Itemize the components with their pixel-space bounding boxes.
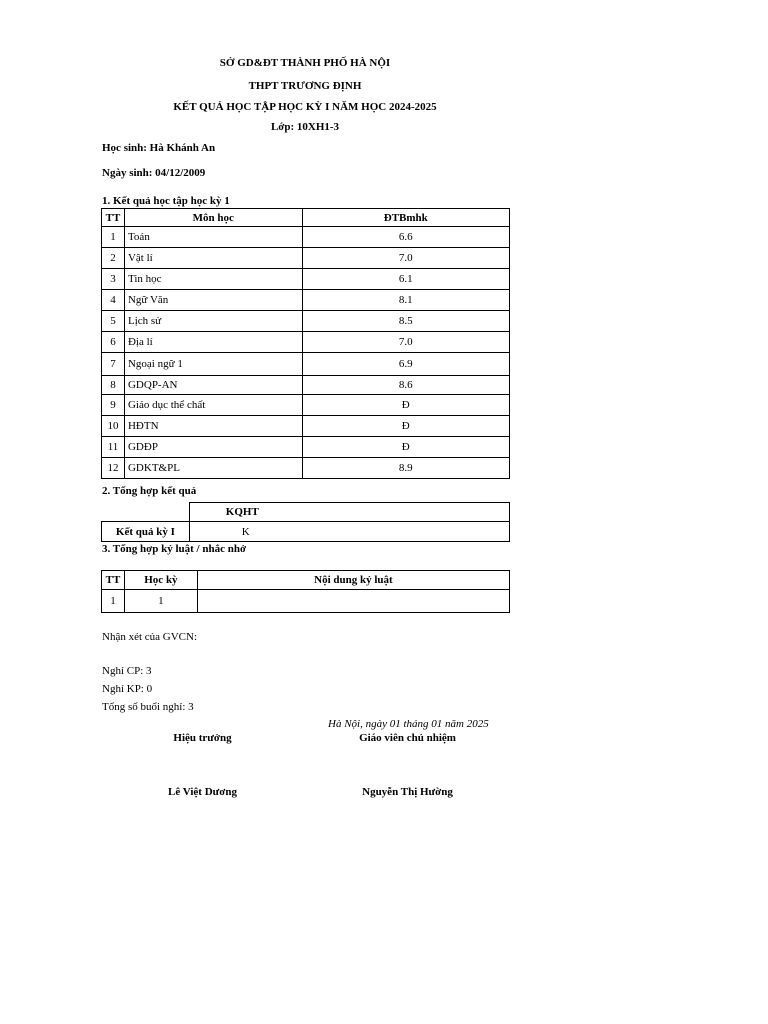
grade-score: 8.5 xyxy=(302,311,509,332)
header-line-4: Lớp: 10XH1-3 xyxy=(270,121,340,133)
grade-tt: 5 xyxy=(102,311,125,332)
grade-score: 6.1 xyxy=(302,269,509,290)
grade-tt: 2 xyxy=(102,248,125,269)
gvcn-remark: Nhận xét của GVCN: xyxy=(102,631,198,643)
discipline-header-term: Học kỳ xyxy=(124,571,197,590)
discipline-row-tt: 1 xyxy=(102,590,125,613)
grade-subject: GDKT&PL xyxy=(124,458,302,479)
grade-subject: Địa lí xyxy=(124,332,302,353)
discipline-table xyxy=(101,570,510,613)
discipline-row-content xyxy=(197,590,509,613)
grade-subject: GDQP-AN xyxy=(124,376,302,395)
section1-title: 1. Kết quả học tập học kỳ 1 xyxy=(102,195,230,207)
grade-tt: 1 xyxy=(102,227,125,248)
grade-tt: 11 xyxy=(102,437,125,458)
student-name: Học sinh: Hà Khánh An xyxy=(102,142,216,154)
tong-so-buoi-nghi: Tổng số buổi nghỉ: 3 xyxy=(102,701,194,713)
grades-header-tt: TT xyxy=(102,209,125,227)
grades-header-row xyxy=(102,209,510,227)
grade-score: Đ xyxy=(302,437,509,458)
grade-tt: 6 xyxy=(102,332,125,353)
grade-tt: 8 xyxy=(102,376,125,395)
principal-title: Hiệu trưởng xyxy=(173,732,232,744)
nghi-cp: Nghỉ CP: 3 xyxy=(102,665,152,677)
summary-header-kqht: KQHT xyxy=(189,503,509,522)
table-row xyxy=(102,416,510,437)
grade-subject: Vật lí xyxy=(124,248,302,269)
grade-tt: 7 xyxy=(102,353,125,376)
summary-table xyxy=(101,502,510,542)
student-dob: Ngày sinh: 04/12/2009 xyxy=(102,167,206,179)
discipline-header-row xyxy=(102,571,510,590)
table-row xyxy=(102,437,510,458)
grade-score: Đ xyxy=(302,416,509,437)
table-row xyxy=(102,458,510,479)
discipline-header-content: Nội dung kỷ luật xyxy=(197,571,509,590)
grades-header-score: ĐTBmhk xyxy=(302,209,509,227)
grade-subject: Toán xyxy=(124,227,302,248)
header-line-2: THPT TRƯƠNG ĐỊNH xyxy=(248,80,362,92)
section2-title: 2. Tổng hợp kết quả xyxy=(102,485,197,497)
summary-row-value: K xyxy=(189,522,509,542)
teacher-title: Giáo viên chủ nhiệm xyxy=(359,732,456,744)
grade-tt: 3 xyxy=(102,269,125,290)
principal-name: Lê Việt Dương xyxy=(168,786,237,798)
table-row xyxy=(102,269,510,290)
table-row xyxy=(102,227,510,248)
grade-subject: Tin học xyxy=(124,269,302,290)
grade-tt: 10 xyxy=(102,416,125,437)
header-line-1: SỞ GD&ĐT THÀNH PHỐ HÀ NỘI xyxy=(219,57,391,69)
grade-score: 8.1 xyxy=(302,290,509,311)
grade-subject: Ngữ Văn xyxy=(124,290,302,311)
summary-row-label: Kết quả kỳ I xyxy=(102,522,190,542)
grade-score: 8.6 xyxy=(302,376,509,395)
discipline-row xyxy=(102,590,510,613)
signature-date: Hà Nội, ngày 01 tháng 01 năm 2025 xyxy=(328,718,489,730)
grade-subject: GDĐP xyxy=(124,437,302,458)
table-row xyxy=(102,353,510,376)
grade-score: 7.0 xyxy=(302,332,509,353)
grade-subject: Giáo dục thể chất xyxy=(124,395,302,416)
grade-tt: 9 xyxy=(102,395,125,416)
grades-header-subject: Môn học xyxy=(124,209,302,227)
table-row xyxy=(102,395,510,416)
grade-subject: Lịch sử xyxy=(124,311,302,332)
header-line-3: KẾT QUẢ HỌC TẬP HỌC KỲ I NĂM HỌC 2024-2025 xyxy=(173,101,437,113)
grade-tt: 4 xyxy=(102,290,125,311)
grade-score: 8.9 xyxy=(302,458,509,479)
grades-table xyxy=(101,208,510,479)
section3-title: 3. Tổng hợp kỷ luật / nhắc nhở xyxy=(102,543,247,555)
discipline-row-term: 1 xyxy=(124,590,197,613)
grade-score: 6.6 xyxy=(302,227,509,248)
table-row xyxy=(102,290,510,311)
grade-subject: Ngoại ngữ 1 xyxy=(124,353,302,376)
grade-score: 6.9 xyxy=(302,353,509,376)
grade-tt: 12 xyxy=(102,458,125,479)
grade-subject: HĐTN xyxy=(124,416,302,437)
teacher-name: Nguyễn Thị Hường xyxy=(362,786,453,798)
table-row xyxy=(102,332,510,353)
grade-score: Đ xyxy=(302,395,509,416)
discipline-header-tt: TT xyxy=(102,571,125,590)
nghi-kp: Nghỉ KP: 0 xyxy=(102,683,153,695)
table-row xyxy=(102,311,510,332)
grade-score: 7.0 xyxy=(302,248,509,269)
table-row xyxy=(102,248,510,269)
table-row xyxy=(102,376,510,395)
summary-header-row xyxy=(102,503,510,522)
summary-row xyxy=(102,522,510,542)
